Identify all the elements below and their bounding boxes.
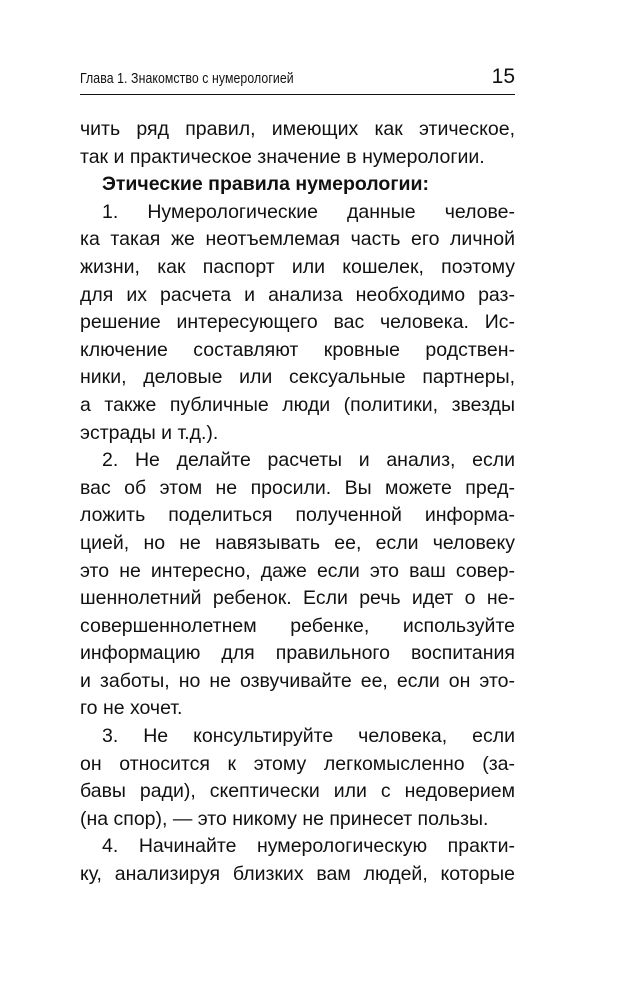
text-line: и заботы, но не озвучивайте ее, если он это- xyxy=(80,669,515,692)
text-line: цией, но не навязывать ее, если человеку xyxy=(80,531,515,554)
text-line: так и практическое значение в нумерологии. xyxy=(80,145,485,168)
rule-paragraph-1 xyxy=(80,199,515,447)
text-line: вас об этом не просили. Вы можете пред- xyxy=(80,476,515,499)
text-line: ники, деловые или сексуальные партнеры, xyxy=(80,366,515,389)
text-line: а также публичные люди (политики, звезды xyxy=(80,393,515,416)
page-number: 15 xyxy=(491,65,515,88)
text-line: для их расчета и анализа необходимо раз- xyxy=(80,283,515,306)
section-heading: Этические правила нумерологии: xyxy=(102,173,429,196)
text-line: это не интересно, даже если это ваш совер- xyxy=(80,559,515,582)
text-line: 4. Начинайте нумерологическую практи- xyxy=(102,835,515,858)
text-line: 3. Не консультируйте человека, если xyxy=(102,725,515,748)
rule-paragraph-2 xyxy=(80,447,515,723)
text-line: бавы ради), скептически или с недоверием xyxy=(80,780,515,803)
text-line: го не хочет. xyxy=(80,697,183,720)
text-line: 2. Не делайте расчеты и анализ, если xyxy=(102,449,515,472)
text-line: жизни, как паспорт или кошелек, поэтому xyxy=(80,255,515,278)
page-body xyxy=(80,116,515,889)
text-line: 1. Нумерологические данные челове- xyxy=(102,200,515,223)
rule-paragraph-3 xyxy=(80,723,515,833)
text-line: ключение составляют кровные родствен- xyxy=(80,338,515,361)
text-line: ку, анализируя близких вам людей, которые xyxy=(80,863,515,886)
text-line: (на спор), — это никому не принесет пользы. xyxy=(80,807,489,830)
running-header xyxy=(80,64,515,95)
text-line: чить ряд правил, имеющих как этическое, xyxy=(80,118,515,140)
intro-paragraph xyxy=(80,116,515,171)
text-line: совершеннолетнем ребенке, используйте xyxy=(80,614,515,637)
text-line: информацию для правильного воспитания xyxy=(80,642,515,665)
rule-paragraph-4 xyxy=(80,833,515,888)
running-title: Глава 1. Знакомство с нумерологией xyxy=(80,70,294,87)
text-line: он относится к этому легкомысленно (за- xyxy=(80,752,515,775)
text-line: ка такая же неотъемлемая часть его личной xyxy=(80,228,515,251)
text-line: ложить поделиться полученной информа- xyxy=(80,504,515,527)
text-line: решение интересующего вас человека. Ис- xyxy=(80,311,515,334)
text-line: эстрады и т.д.). xyxy=(80,421,219,444)
text-line: шеннолетний ребенок. Если речь идет о не- xyxy=(80,587,515,610)
section-heading-paragraph xyxy=(80,171,515,199)
